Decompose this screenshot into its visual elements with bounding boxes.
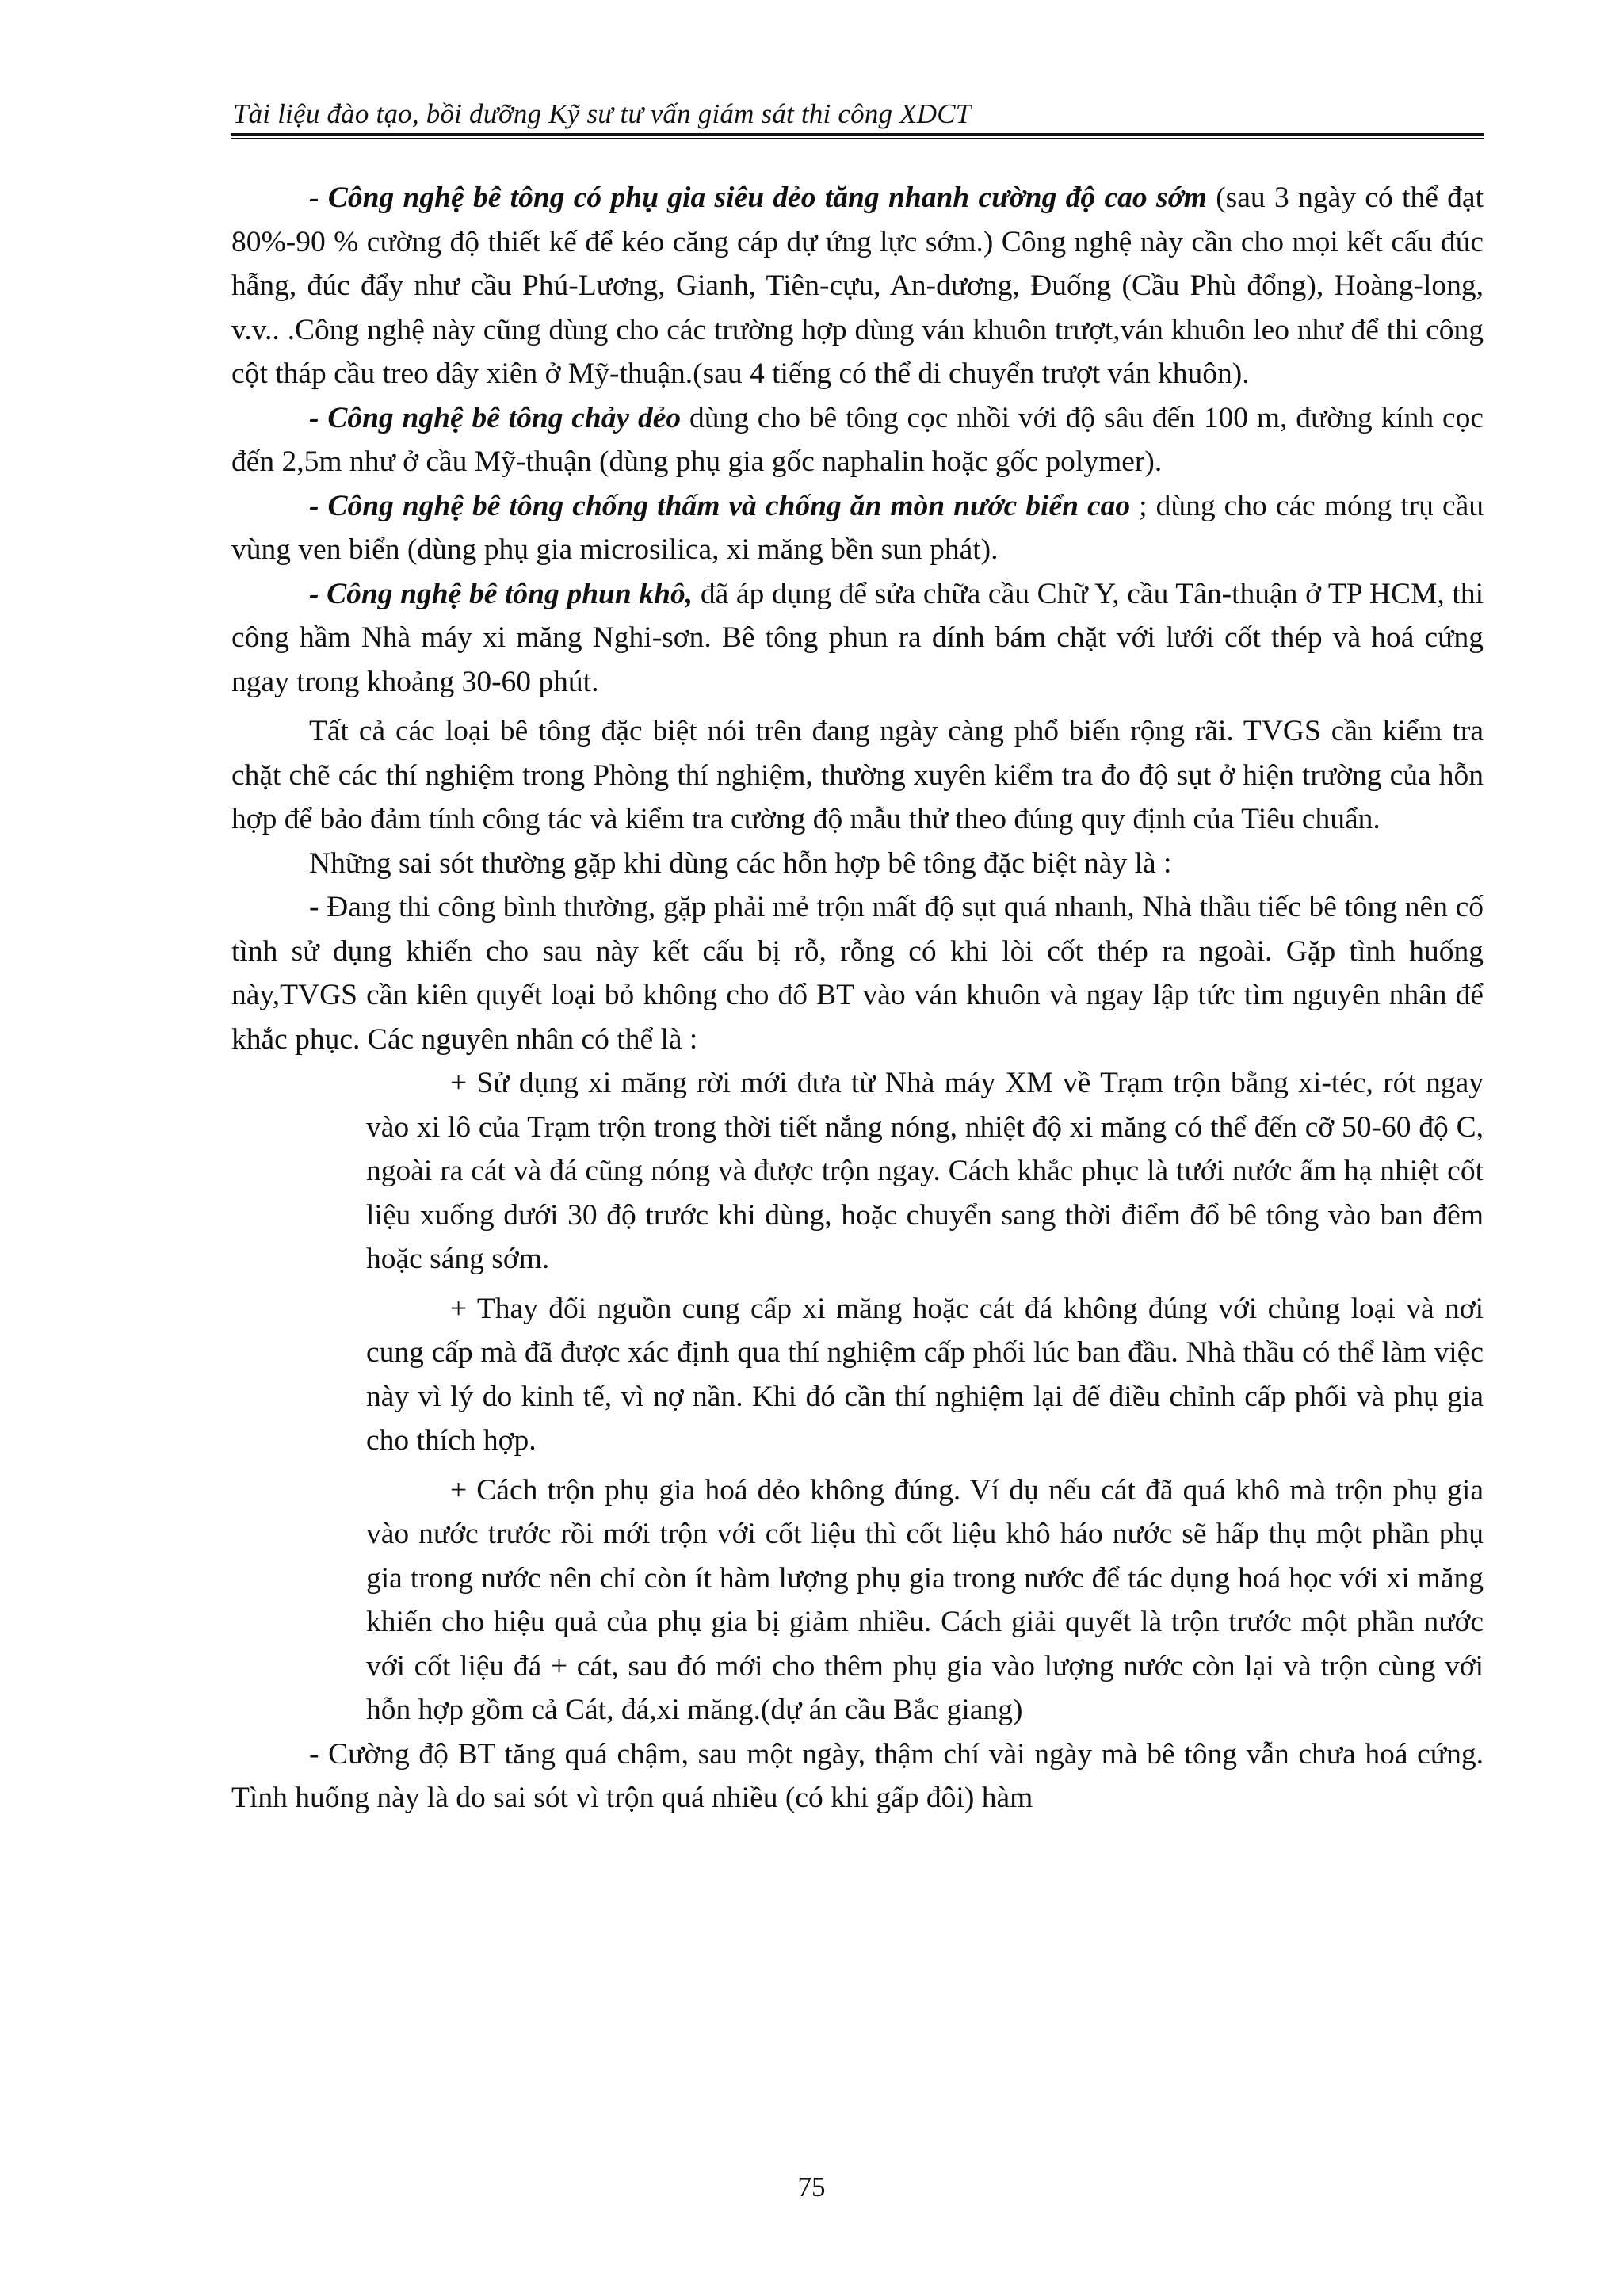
page-body bbox=[231, 176, 1484, 1820]
paragraph-slow-strength: - Cường độ BT tăng quá chậm, sau một ngày, thậm chí vài ngày mà bê tông vẫn chưa hoá cứng. Tình huống này là do sai sót vì trộn quá nhiều (có khi gấp đôi) hàm bbox=[231, 1737, 1484, 1814]
paragraph-text: dùng cho bê tông cọc nhồi với độ sâu đến 100 m, đường kính cọc đến 2,5m như ở cầu Mỹ-thuận (dùng phụ gia gốc naphalin hoặc gốc polymer). bbox=[231, 401, 1484, 478]
page-number: 75 bbox=[797, 2172, 826, 2202]
paragraph-text: ; dùng cho các móng trụ cầu vùng ven biển (dùng phụ gia microsilica, xi măng bền sun phát). bbox=[231, 489, 1484, 566]
paragraph-lead: - Công nghệ bê tông chống thấm và chống ăn mòn nước biển cao bbox=[309, 489, 1131, 522]
paragraph-common-errors: Những sai sót thường gặp khi dùng các hỗn hợp bê tông đặc biệt này là : bbox=[309, 846, 1172, 880]
paragraph-waterproof-concrete bbox=[231, 484, 1484, 572]
list-item-admixture-mixing: + Cách trộn phụ gia hoá dẻo không đúng. Ví dụ nếu cát đã quá khô mà trộn phụ gia vào nước trước rồi mới trộn với cốt liệu thì cốt liệu khô háo nước sẽ hấp thụ một phần phụ gia trong nước nên chỉ còn ít hàm lượng phụ gia trong nước để tác dụng hoá học với xi măng khiến cho hiệu quả của phụ gia bị giảm nhiều. Cách giải quyết là trộn trước một phần nước với cốt liệu đá + cát, sau đó mới cho thêm phụ gia vào lượng nước còn lại và trộn cùng với hỗn hợp gồm cả Cát, đá,xi măng.(dự án cầu Bắc giang) bbox=[366, 1473, 1484, 1726]
paragraph-lead: - Công nghệ bê tông có phụ gia siêu dẻo tăng nhanh cường độ cao sớm bbox=[309, 181, 1207, 214]
paragraph-shotcrete bbox=[231, 572, 1484, 705]
paragraph-lead: - Công nghệ bê tông phun khô, bbox=[309, 577, 693, 610]
paragraph-superplasticizer bbox=[231, 176, 1484, 396]
list-item-hot-cement: + Sử dụng xi măng rời mới đưa từ Nhà máy XM về Trạm trộn bằng xi-téc, rót ngay vào xi lô của Trạm trộn trong thời tiết nắng nóng, nhiệt độ xi măng có thể đến cỡ 50-60 độ C, ngoài ra cát và đá cũng nóng và được trộn ngay. Cách khắc phục là tưới nước ẩm hạ nhiệt cốt liệu xuống dưới 30 độ trước khi dùng, hoặc chuyển sang thời điểm đổ bê tông vào ban đêm hoặc sáng sớm. bbox=[366, 1067, 1484, 1275]
header-title: Tài liệu đào tạo, bồi dưỡng Kỹ sư tư vấn giám sát thi công XDCT bbox=[233, 98, 972, 129]
running-header bbox=[231, 94, 1484, 138]
paragraph-tvgs-inspection: Tất cả các loại bê tông đặc biệt nói trên đang ngày càng phổ biến rộng rãi. TVGS cần kiểm tra chặt chẽ các thí nghiệm trong Phòng thí nghiệm, thường xuyên kiểm tra đo độ sụt ở hiện trường của hỗn hợp để bảo đảm tính công tác và kiểm tra cường độ mẫu thử theo đúng quy định của Tiêu chuẩn. bbox=[231, 715, 1484, 835]
paragraph-flowing-concrete bbox=[231, 396, 1484, 484]
paragraph-text: (sau 3 ngày có thể đạt 80%-90 % cường độ thiết kế để kéo căng cáp dự ứng lực sớm.) Công nghệ này cần cho mọi kết cấu đúc hẫng, đúc đẩy như cầu Phú-Lương, Gianh, Tiên-cựu, An-dương, Đuống (Cầu Phù đổng), Hoàng-long, v.v.. .Công nghệ này cũng dùng cho các trường hợp dùng ván khuôn trượt,ván khuôn leo như để thi công cột tháp cầu treo dây xiên ở Mỹ-thuận.(sau 4 tiếng có thể di chuyển trượt ván khuôn). bbox=[231, 181, 1484, 390]
paragraph-text: đã áp dụng để sửa chữa cầu Chữ Y, cầu Tân-thuận ở TP HCM, thi công hầm Nhà máy xi măng Nghi-sơn. Bê tông phun ra dính bám chặt với lưới cốt thép và hoá cứng ngay trong khoảng 30-60 phút. bbox=[231, 577, 1484, 698]
header-rule-thick bbox=[231, 133, 1484, 136]
list-item-supply-change: + Thay đổi nguồn cung cấp xi măng hoặc cát đá không đúng với chủng loại và nơi cung cấp mà đã được xác định qua thí nghiệm cấp phối lúc ban đầu. Nhà thầu có thể làm việc này vì lý do kinh tế, vì nợ nần. Khi đó cần thí nghiệm lại để điều chỉnh cấp phối và phụ gia cho thích hợp. bbox=[366, 1292, 1484, 1457]
paragraph-slump-loss: - Đang thi công bình thường, gặp phải mẻ trộn mất độ sụt quá nhanh, Nhà thầu tiếc bê tông nên cố tình sử dụng khiến cho sau này kết cấu bị rỗ, rỗng có khi lòi cốt thép ra ngoài. Gặp tình huống này,TVGS cần kiên quyết loại bỏ không cho đổ BT vào ván khuôn và ngay lập tức tìm nguyên nhân để khắc phục. Các nguyên nhân có thể là : bbox=[231, 891, 1484, 1056]
header-rule-thin bbox=[231, 138, 1484, 139]
paragraph-lead: - Công nghệ bê tông chảy dẻo bbox=[309, 401, 682, 434]
